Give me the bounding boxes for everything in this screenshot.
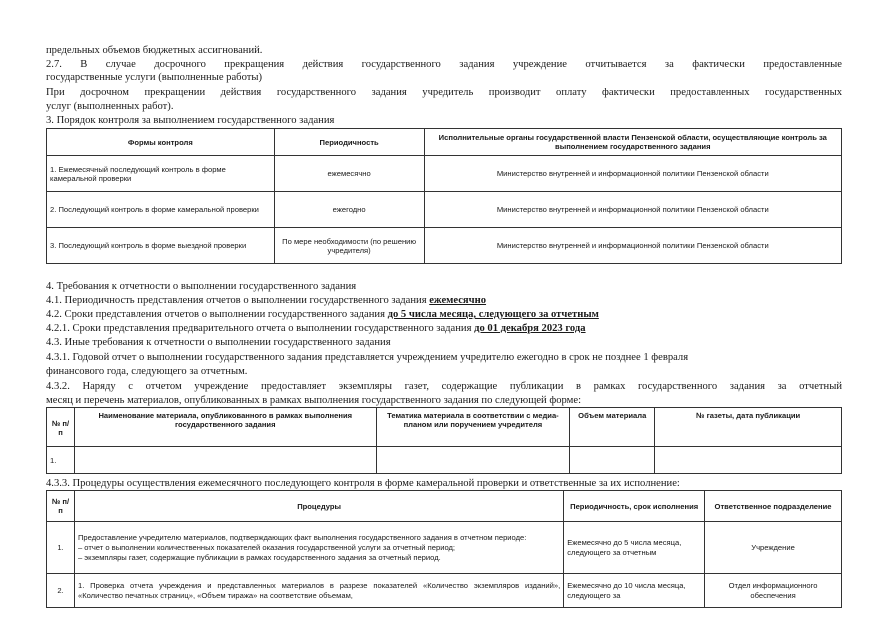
text-line: [46, 308, 842, 321]
text-line: 2.7. В случае досрочного прекращения действия государственного задания учреждение отчитывается за фактически предоставленные: [46, 59, 842, 70]
emphasis-text: до 01 декабря 2023 года: [474, 323, 586, 334]
text-span: 4.1. Периодичность представления отчетов о выполнении государственного задания: [46, 295, 430, 306]
text-line: 4.3.1. Годовой отчет о выполнении государственного задания представляется учреждением учредителю ежегодно в срок не позднее 1 февраля: [46, 352, 689, 363]
table-cell: 2.: [47, 574, 75, 608]
text-line: [46, 294, 842, 307]
table-cell: [74, 447, 376, 474]
text-line: 4.3.3. Процедуры осуществления ежемесячного последующего контроля в форме камеральной проверки и ответственные за их исполнение:: [46, 478, 680, 489]
table-cell: [376, 447, 570, 474]
table-cell: 2. Последующий контроль в форме камеральной проверки: [47, 192, 275, 228]
table-header: Процедуры: [74, 491, 563, 522]
table-cell: Министерство внутренней и информационной политики Пензенской области: [424, 156, 841, 192]
table-header: № п/п: [47, 491, 75, 522]
text-line: предельных объемов бюджетных ассигнований.: [46, 45, 263, 56]
table-cell: 1.: [47, 522, 75, 574]
table-row: [47, 447, 842, 474]
table-cell: Учреждение: [705, 522, 842, 574]
table-row: [47, 228, 842, 264]
procedure-text: – отчет о выполнении количественных показателей оказания государственной услуги за отчетный период;: [77, 542, 456, 552]
table-header: Периодичность: [274, 129, 424, 156]
table-cell: [655, 447, 842, 474]
table-cell: Министерство внутренней и информационной политики Пензенской области: [424, 192, 841, 228]
table-cell: [74, 522, 563, 574]
table-cell: 3. Последующий контроль в форме выездной проверки: [47, 228, 275, 264]
table-cell: 1. Ежемесячный последующий контроль в форме камеральной проверки: [47, 156, 275, 192]
section-heading: 4. Требования к отчетности о выполнении государственного задания: [46, 281, 357, 292]
text-line: 4.3.2. Наряду с отчетом учреждение предоставляет экземпляры газет, содержащие публикации в рамках государственного задания за отчетный: [46, 381, 842, 392]
table-header: Ответственное подразделение: [705, 491, 842, 522]
table-cell: ежемесячно: [274, 156, 424, 192]
text-line: государственные услуги (выполненные работы): [46, 72, 263, 83]
table-header: Наименование материала, опубликованного в рамках выполнения государственного задания: [74, 408, 376, 447]
procedure-text: – экземпляры газет, содержащие публикации в рамках государственного задания за отчетный период.: [77, 552, 441, 562]
text-span: 4.2. Сроки представления отчетов о выполнении государственного задания: [46, 309, 388, 320]
text-line: При досрочном прекращении действия государственного задания учредитель производит оплату фактически предоставленных государственных: [46, 87, 842, 98]
table-header: Периодичность, срок исполнения: [564, 491, 705, 522]
table-row: [47, 156, 842, 192]
procedure-text: Предоставление учредителю материалов, подтверждающих факт выполнения государственного задания в отчетном периоде:: [77, 532, 527, 542]
publications-table: [46, 407, 842, 474]
text-line: 4.3. Иные требования к отчетности о выполнении государственного задания: [46, 337, 391, 348]
table-header: Тематика материала в соответствии с медиа-планом или поручением учредителя: [376, 408, 570, 447]
table-header: № п/п: [47, 408, 75, 447]
table-row: [47, 522, 842, 574]
text-span: 4.2.1. Сроки представления предварительного отчета о выполнении государственного задания: [46, 323, 475, 334]
emphasis-text: до 5 числа месяца, следующего за отчетным: [387, 309, 599, 320]
text-line: [46, 322, 842, 335]
table-cell: 1. Проверка отчета учреждения и представленных материалов в разрезе показателей «Количество экземпляров изданий», «Количество печатных страниц», «Объем тиража» на соответствие объемам,: [74, 574, 563, 608]
text-line: месяц и перечень материалов, опубликованных в рамках выполнения государственного задания по следующей форме:: [46, 395, 582, 406]
emphasis-text: ежемесячно: [429, 295, 487, 306]
text-line: финансового года, следующего за отчетным.: [46, 366, 248, 377]
table-cell: Отдел информационного обеспечения: [705, 574, 842, 608]
table-cell: По мере необходимости (по решению учредителя): [274, 228, 424, 264]
table-cell: ежегодно: [274, 192, 424, 228]
table-cell: Министерство внутренней и информационной политики Пензенской области: [424, 228, 841, 264]
control-table: [46, 128, 842, 264]
table-cell: Ежемесячно до 5 числа месяца, следующего за отчетным: [564, 522, 705, 574]
table-cell: 1.: [47, 447, 75, 474]
table-header: № газеты, дата публикации: [655, 408, 842, 447]
table-header: Формы контроля: [47, 129, 275, 156]
table-header: Объем материала: [570, 408, 655, 447]
table-header: Исполнительные органы государственной власти Пензенской области, осуществляющие контроль за выполнением государственного задания: [424, 129, 841, 156]
section-heading: 3. Порядок контроля за выполнением государственного задания: [46, 115, 335, 126]
table-row: [47, 574, 842, 608]
text-line: услуг (выполненных работ).: [46, 101, 174, 112]
procedures-table: [46, 490, 842, 608]
table-cell: Ежемесячно до 10 числа месяца, следующего за: [564, 574, 705, 608]
table-cell: [570, 447, 655, 474]
table-row: [47, 192, 842, 228]
